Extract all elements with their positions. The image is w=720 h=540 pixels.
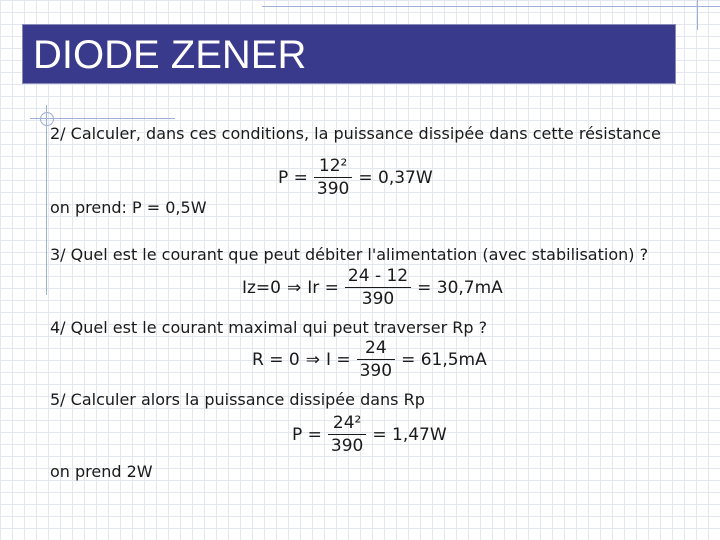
formula-q4-denominator: 390 [359, 361, 393, 381]
formula-q5-lhs: P = [292, 424, 322, 445]
formula-q2-fraction [314, 156, 352, 199]
formula-q5-numerator: 24² [332, 413, 362, 433]
formula-q3-numerator: 24 - 12 [347, 266, 409, 286]
question-3: 3/ Quel est le courant que peut débiter l'alimentation (avec stabilisation) ? [50, 245, 649, 264]
note-q5: on prend 2W [50, 462, 153, 481]
question-4: 4/ Quel est le courant maximal qui peut traverser Rp ? [50, 318, 488, 337]
implies-arrow: ⇒ [287, 277, 302, 298]
slide-title: DIODE ZENER [33, 33, 307, 77]
formula-q4 [252, 338, 487, 381]
formula-q2-lhs: P = [278, 167, 308, 188]
formula-q3-denominator: 390 [361, 289, 395, 309]
decorative-right-line [697, 0, 698, 30]
formula-q3 [242, 266, 503, 309]
formula-q3-condition: Iz=0 [242, 277, 281, 298]
question-5: 5/ Calculer alors la puissance dissipée dans Rp [50, 390, 425, 409]
formula-q4-condition: R = 0 [252, 349, 300, 370]
question-2: 2/ Calculer, dans ces conditions, la puissance dissipée dans cette résistance [50, 124, 661, 143]
title-bar [22, 24, 676, 84]
formula-q4-numerator: 24 [365, 338, 387, 358]
formula-q5 [292, 413, 447, 456]
formula-q2-result: = 0,37W [358, 167, 433, 188]
formula-q2-denominator: 390 [316, 179, 350, 199]
formula-q2-numerator: 12² [318, 156, 348, 176]
note-q2: on prend: P = 0,5W [50, 198, 207, 217]
formula-q5-fraction [328, 413, 366, 456]
decorative-top-line [262, 6, 720, 7]
formula-q4-result: = 61,5mA [401, 349, 487, 370]
ornament-vertical-line [46, 105, 47, 295]
formula-q4-fraction [357, 338, 395, 381]
formula-q5-denominator: 390 [330, 436, 364, 456]
formula-q5-result: = 1,47W [372, 424, 447, 445]
formula-q3-fraction [345, 266, 411, 309]
formula-q4-lhs: I = [325, 349, 351, 370]
implies-arrow: ⇒ [305, 349, 320, 370]
formula-q3-result: = 30,7mA [417, 277, 503, 298]
formula-q2 [278, 156, 433, 199]
formula-q3-lhs: Ir = [307, 277, 339, 298]
